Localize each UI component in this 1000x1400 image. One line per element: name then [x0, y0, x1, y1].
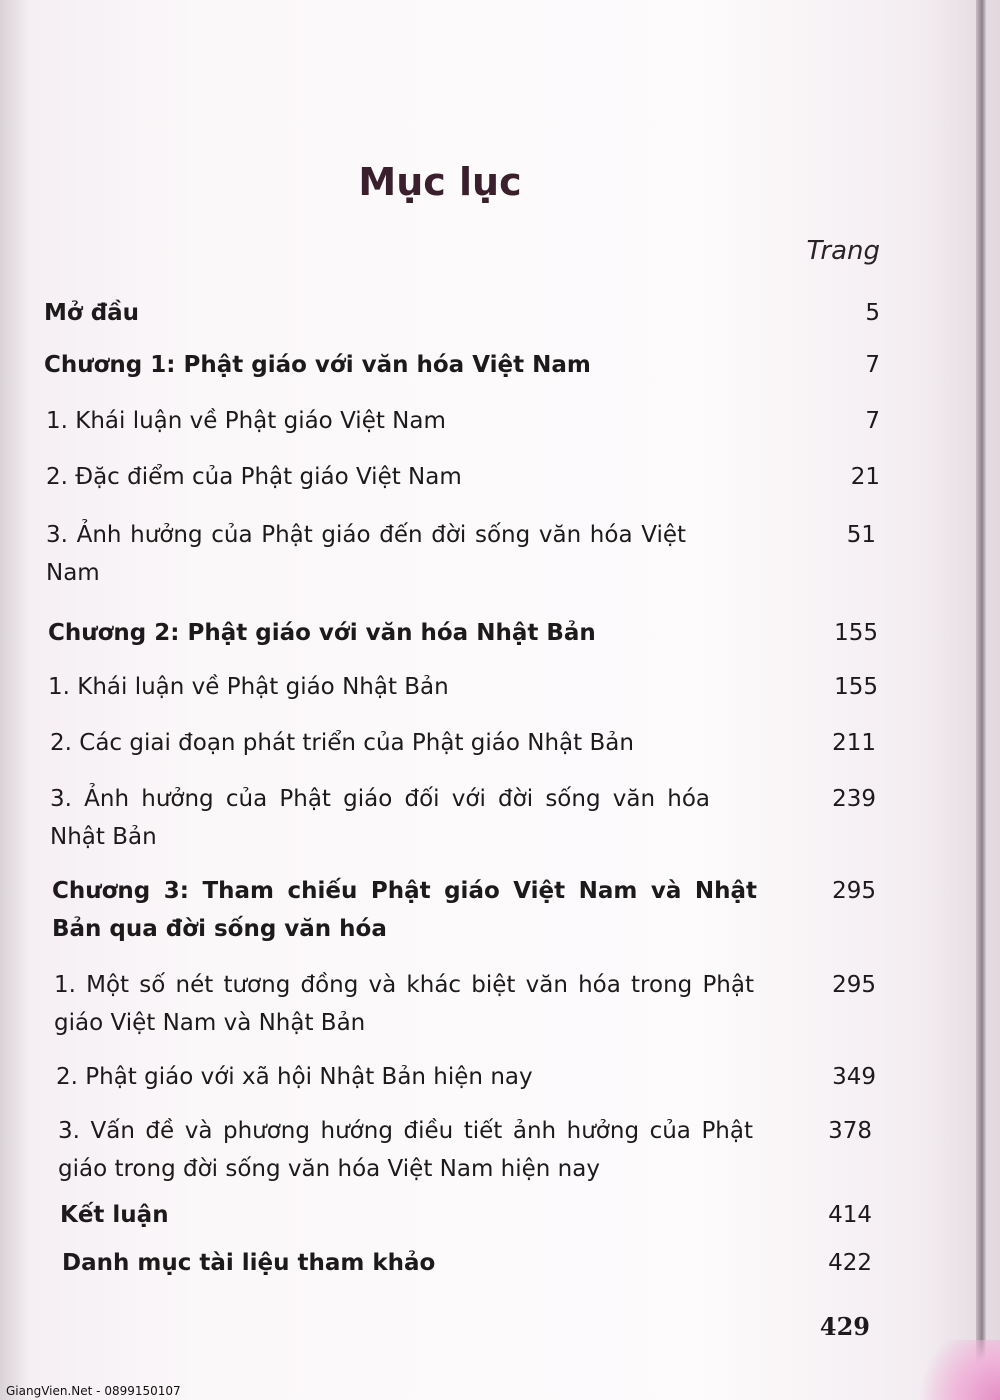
- toc-entry: 1. Khái luận về Phật giáo Nhật Bản: [48, 674, 449, 700]
- toc-entry-page: 155: [834, 620, 878, 646]
- toc-entry-page: 5: [865, 300, 880, 326]
- page-title: Mục lục: [358, 160, 522, 204]
- toc-entry: Chương 2: Phật giáo với văn hóa Nhật Bản: [48, 620, 596, 646]
- toc-entry-page: 7: [865, 408, 880, 434]
- toc-entry-page: 239: [832, 786, 876, 812]
- toc-entry-page: 51: [846, 522, 876, 548]
- page-column-header: Trang: [806, 236, 880, 266]
- toc-entry: Chương 3: Tham chiếu Phật giáo Việt Nam và Nhật Bản qua đời sống văn hóa: [52, 878, 757, 942]
- watermark: GiangVien.Net - 0899150107: [6, 1384, 181, 1398]
- toc-entry: Mở đầu: [44, 300, 140, 326]
- toc-entry: 3. Ảnh hưởng của Phật giáo đến đời sống văn hóa Việt Nam: [46, 522, 686, 586]
- toc-entry: Kết luận: [60, 1202, 169, 1228]
- toc-entry: Chương 1: Phật giáo với văn hóa Việt Nam: [44, 352, 591, 378]
- toc-entry: 2. Các giai đoạn phát triển của Phật giáo Nhật Bản: [50, 730, 634, 756]
- toc-entry-page: 155: [834, 674, 878, 700]
- toc-entry: 3. Vấn đề và phương hướng điều tiết ảnh hưởng của Phật giáo trong đời sống văn hóa Việt Nam hiện nay: [58, 1118, 753, 1182]
- toc-entry: Danh mục tài liệu tham khảo: [62, 1250, 436, 1276]
- toc-entry-page: 21: [850, 464, 880, 490]
- toc-entry-page: 7: [865, 352, 880, 378]
- toc-entry: 2. Phật giáo với xã hội Nhật Bản hiện nay: [56, 1064, 533, 1090]
- toc-entry: 1. Một số nét tương đồng và khác biệt văn hóa trong Phật giáo Việt Nam và Nhật Bản: [54, 972, 754, 1036]
- toc-entry-page: 349: [832, 1064, 876, 1090]
- toc-entry-page: 295: [832, 878, 876, 904]
- toc-entry-page: 414: [828, 1202, 872, 1228]
- toc-entry: 2. Đặc điểm của Phật giáo Việt Nam: [46, 464, 462, 490]
- toc-entry-page: 378: [828, 1118, 872, 1144]
- toc-entry-page: 422: [828, 1250, 872, 1276]
- toc-entry: 3. Ảnh hưởng của Phật giáo đối với đời sống văn hóa Nhật Bản: [50, 786, 710, 850]
- page-number: 429: [819, 1312, 870, 1341]
- toc-entry: 1. Khái luận về Phật giáo Việt Nam: [46, 408, 446, 434]
- toc-entry-page: 295: [832, 972, 876, 998]
- toc-entry-page: 211: [832, 730, 876, 756]
